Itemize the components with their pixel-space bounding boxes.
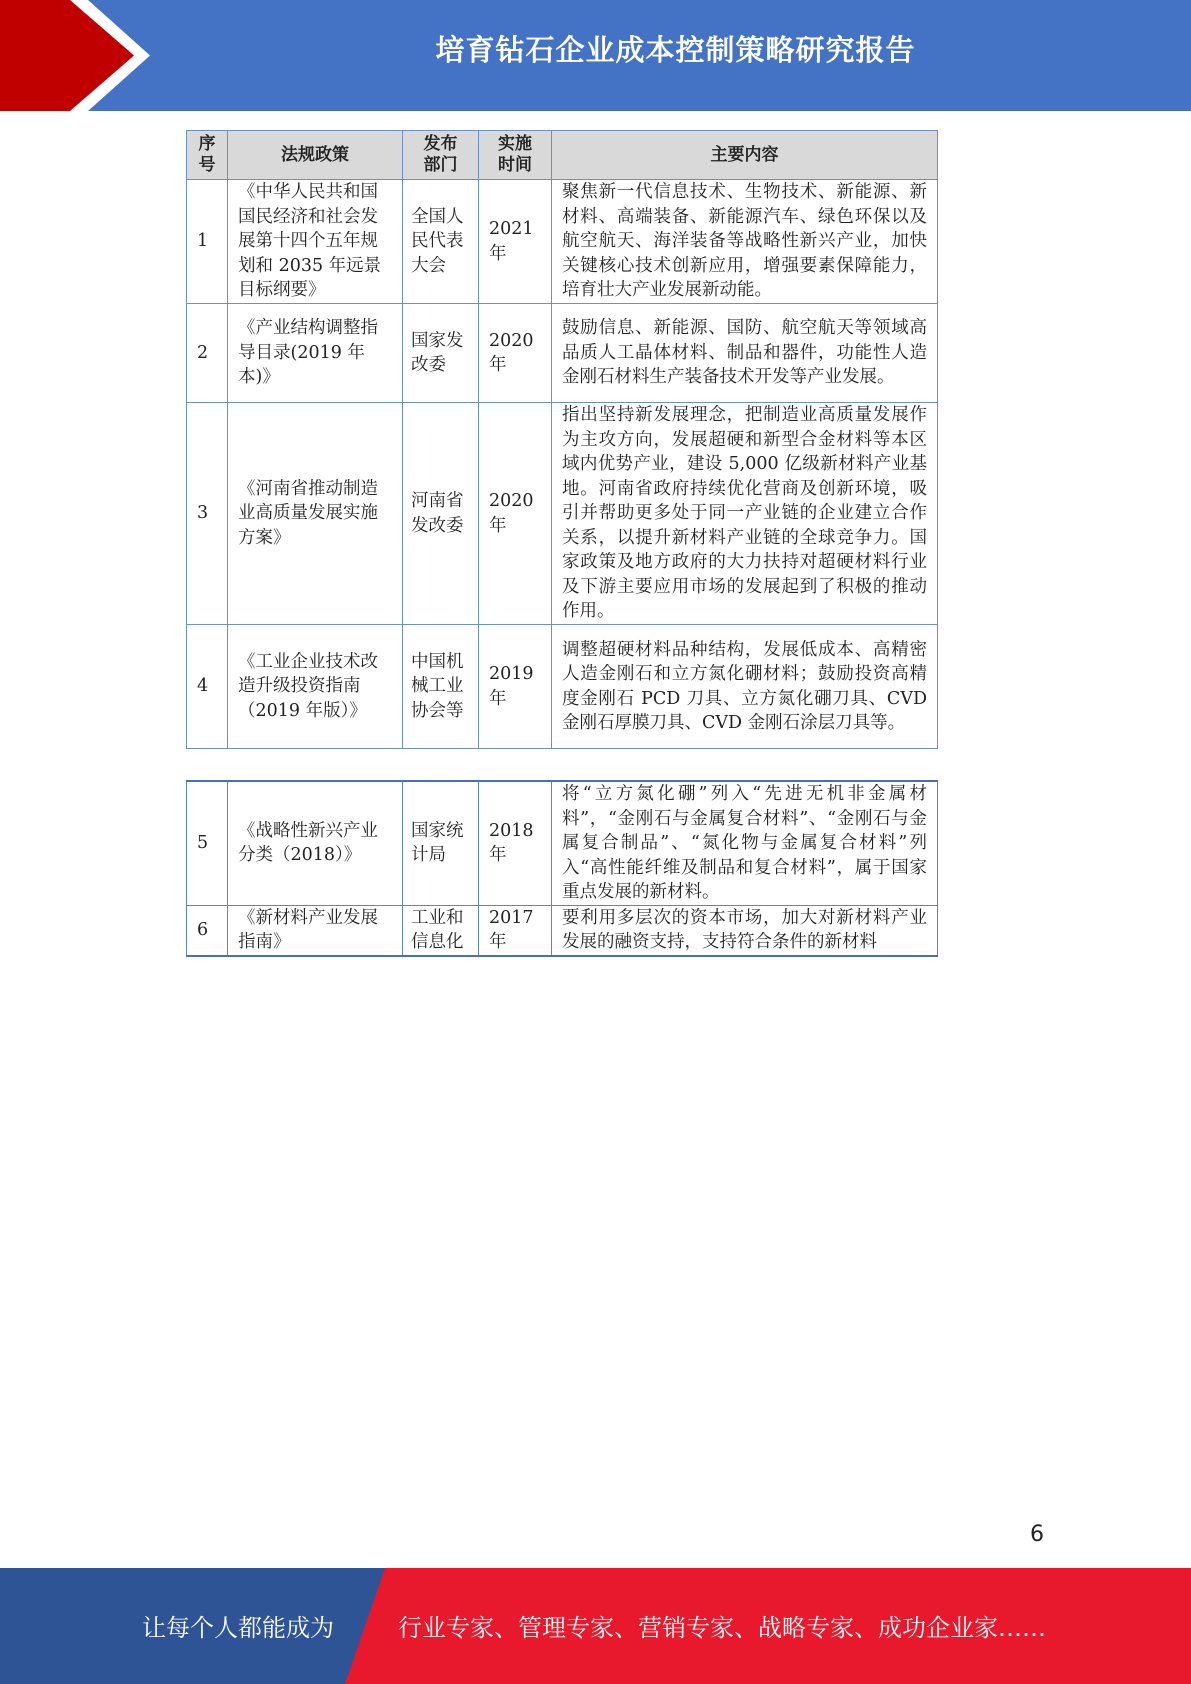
footer-slogan-left: 让每个人都能成为 (142, 1614, 334, 1642)
policy-content: 鼓励信息、新能源、国防、航空航天等领域高品质人工晶体材料、制品和器件，功能性人造金刚石材料生产装备技术开发等产业发展。 (552, 304, 938, 403)
issuing-department: 国家发改委 (403, 304, 479, 403)
policy-table-continued (186, 780, 938, 957)
table-row (187, 180, 938, 304)
policy-content: 指出坚持新发展理念，把制造业高质量发展作为主攻方向，发展超硬和新型合金材料等本区域内优势产业，建设 5,000 亿级新材料产业基地。河南省政府持续优化营商及创新环境，吸引并帮助更多处于同一产业链的企业建立合作关系，以提升新材料产业链的全球竞争力。国家政策及地方政府的大力扶持对超硬材料行业及下游主要应用市场的发展起到了积极的推动作用。 (552, 403, 938, 625)
table-row (187, 905, 938, 956)
header-red-arrow-decoration (0, 0, 150, 111)
row-number: 4 (187, 625, 228, 749)
policy-name: 《新材料产业发展指南》 (228, 905, 403, 956)
column-header-content: 主要内容 (552, 131, 938, 180)
effective-date: 2020年 (479, 403, 552, 625)
issuing-department: 全国人民代表大会 (403, 180, 479, 304)
row-number: 2 (187, 304, 228, 403)
policy-content: 聚焦新一代信息技术、生物技术、新能源、新材料、高端装备、新能源汽车、绿色环保以及航空航天、海洋装备等战略性新兴产业，加快关键核心技术创新应用，增强要素保障能力，培育壮大产业发展新动能。 (552, 180, 938, 304)
effective-date: 2018年 (479, 781, 552, 905)
effective-date: 2021年 (479, 180, 552, 304)
footer-slogan-right: 行业专家、管理专家、营销专家、战略专家、成功企业家…… (398, 1614, 1046, 1642)
policy-name: 《产业结构调整指导目录(2019 年本)》 (228, 304, 403, 403)
table-row (187, 781, 938, 905)
table-row (187, 304, 938, 403)
policy-name: 《中华人民共和国国民经济和社会发展第十四个五年规划和 2035 年远景目标纲要》 (228, 180, 403, 304)
table-row (187, 403, 938, 625)
row-number: 1 (187, 180, 228, 304)
policy-content: 将“立方氮化硼”列入“先进无机非金属材料”，“金刚石与金属复合材料”、“金刚石与金属复合制品”、“氮化物与金属复合材料”列入“高性能纤维及制品和复合材料”，属于国家重点发展的新材料。 (552, 781, 938, 905)
issuing-department: 中国机械工业协会等 (403, 625, 479, 749)
policy-content: 要利用多层次的资本市场，加大对新材料产业发展的融资支持，支持符合条件的新材料 (552, 905, 938, 956)
effective-date: 2020年 (479, 304, 552, 403)
policy-name: 《河南省推动制造业高质量发展实施方案》 (228, 403, 403, 625)
effective-date: 2017年 (479, 905, 552, 956)
column-header-num: 序 号 (187, 131, 228, 180)
policy-name: 《战略性新兴产业分类（2018）》 (228, 781, 403, 905)
issuing-department: 河南省发改委 (403, 403, 479, 625)
column-header-date: 实施 时间 (479, 131, 552, 180)
footer-banner (0, 1568, 1191, 1684)
page-number: 6 (1030, 1522, 1044, 1547)
column-header-dept: 发布 部门 (403, 131, 479, 180)
document-title: 培育钻石企业成本控制策略研究报告 (435, 33, 916, 67)
policy-content: 调整超硬材料品种结构，发展低成本、高精密人造金刚石和立方氮化硼材料；鼓励投资高精度金刚石 PCD 刀具、立方氮化硼刀具、CVD 金刚石厚膜刀具、CVD 金刚石涂层刀具等。 (552, 625, 938, 749)
effective-date: 2019年 (479, 625, 552, 749)
policy-table (186, 130, 938, 749)
row-number: 6 (187, 905, 228, 956)
policy-name: 《工业企业技术改造升级投资指南（2019 年版）》 (228, 625, 403, 749)
table-header-row (187, 131, 938, 180)
row-number: 3 (187, 403, 228, 625)
issuing-department: 国家统计局 (403, 781, 479, 905)
row-number: 5 (187, 781, 228, 905)
issuing-department: 工业和信息化 (403, 905, 479, 956)
table-row (187, 625, 938, 749)
column-header-name: 法规政策 (228, 131, 403, 180)
